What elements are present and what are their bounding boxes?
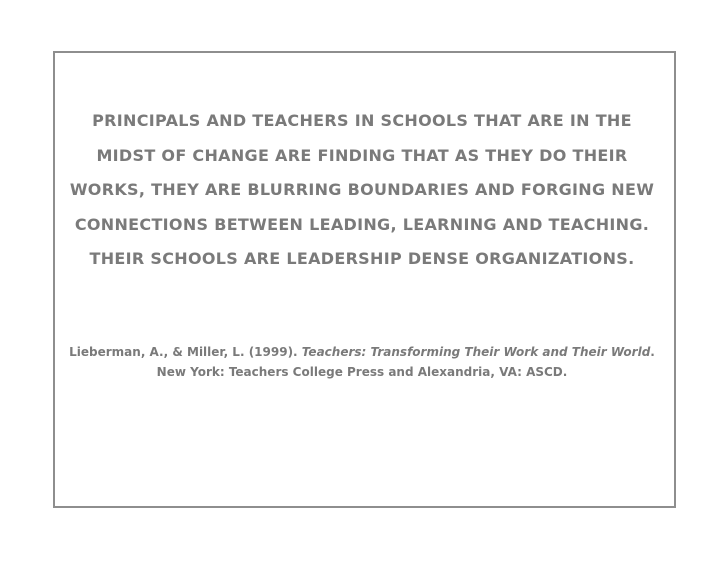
- citation-publisher: . New York: Teachers College Press and Alexandria, VA: ASCD.: [156, 345, 655, 379]
- citation-authors-year: Lieberman, A., & Miller, L. (1999).: [69, 345, 302, 359]
- quote-text: PRINCIPALS AND TEACHERS IN SCHOOLS THAT ARE IN THE MIDST OF CHANGE ARE FINDING THAT AS THEY DO THEIR WORKS, THEY ARE BLURRING BOUNDARIES AND FORGING NEW CONNECTIONS BETWEEN LEADING, LEARNING AND TEACHING. THEIR SCHOOLS ARE LEADERSHIP DENSE ORGANIZATIONS.: [69, 111, 655, 268]
- citation-title: Teachers: Transforming Their Work and Their World: [301, 345, 651, 359]
- citation: [62, 342, 662, 382]
